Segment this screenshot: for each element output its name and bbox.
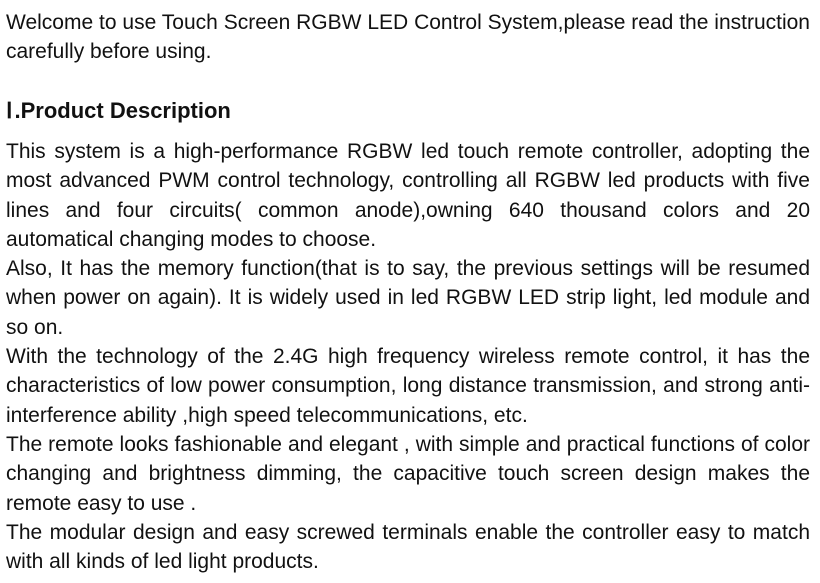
paragraph-overview: This system is a high-performance RGBW led touch remote controller, adopting the most advanced PWM control technology, controlling all RGBW led products with five lines and four circuits( common anode),owning 640 thousand colors and 20 automatical changing modes to choose. [6, 140, 810, 251]
paragraph-memory-function: Also, It has the memory function(that is to say, the previous settings will be resumed when power on again). It is widely used in led RGBW LED strip light, led module and so on. [6, 257, 810, 339]
section-title: .Product Description [14, 98, 231, 123]
paragraph-modular: The modular design and easy screwed terminals enable the controller easy to match with all kinds of led light products. [6, 520, 810, 574]
paragraph-wireless: With the technology of the 2.4G high frequency wireless remote control, it has the characteristics of low power consumption, long distance transmission, and strong anti-interference ability ,high speed telecommunications, etc. [6, 345, 810, 427]
intro-text: Welcome to use Touch Screen RGBW LED Control System,please read the instruction carefully before using. [6, 11, 810, 63]
product-description-body [6, 137, 810, 576]
section-heading [6, 97, 810, 125]
section-numeral: Ⅰ [6, 98, 13, 123]
paragraph-remote: The remote looks fashionable and elegant , with simple and practical functions of color changing and brightness dimming, the capacitive touch screen design makes the remote easy to use . [6, 432, 810, 515]
